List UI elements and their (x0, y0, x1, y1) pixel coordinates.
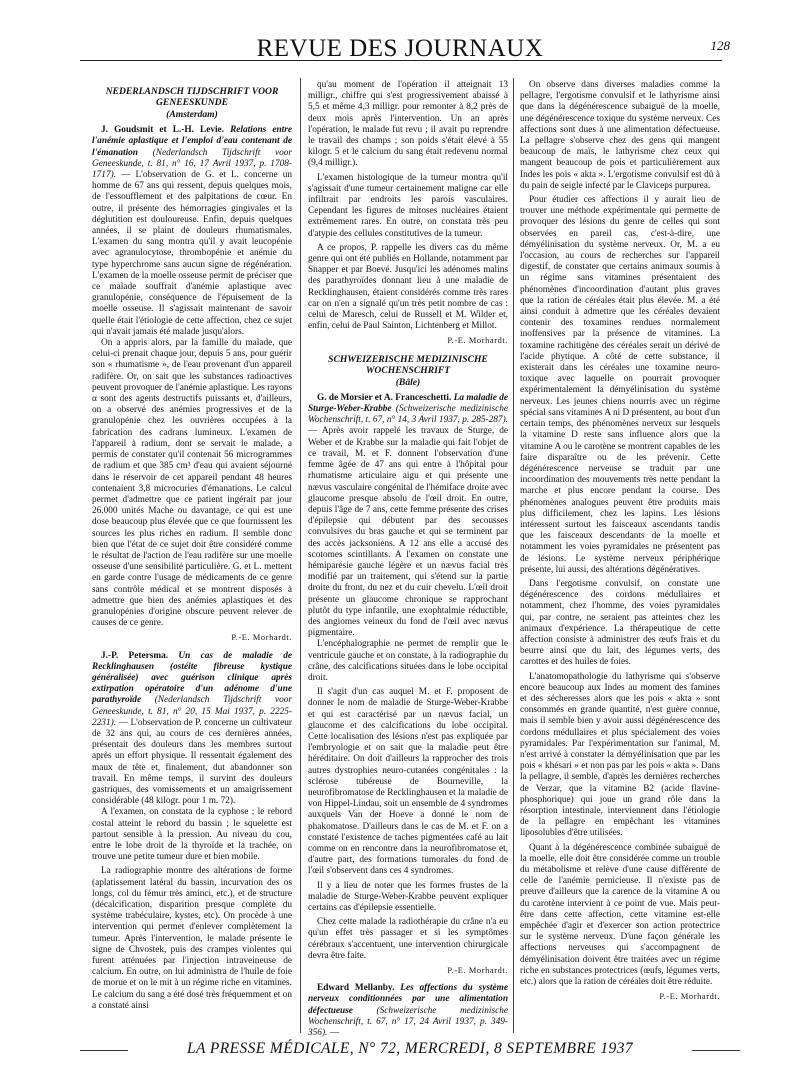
article-signature: P.-E. Morhardt. (231, 633, 292, 643)
article-paragraph: La radiographie montre des altérations de forme (aplatissement latéral du bassin, incurvation des os longs, col du fémur très aminci, etc.), et de structure (décalcification, disparition presque complète du système trabéculaire, kystes, etc). On procède à une intervention qui permet d'enlever complètement la tumeur. Après l'intervention, le malade présente le signe de Chvostek, puis des crampes violentes qui furent atténuées par l'injection intraveineuse de calcium. En outre, on lui administra de l'huile de foie de morue et on le mit à un régime riche en vitamines. Le calcium du sang a été dosé très fréquemment et on a constaté ainsi (92, 866, 292, 1011)
page-title: REVUE DES JOURNAUX (256, 35, 544, 62)
article-paragraph: qu'au moment de l'opération il atteignait 13 milligr., chiffre qui s'est progressivement abaissé à 5,5 et même 4,3 milligr. pour remonter à 8,2 près de deux mois après l'intervention. Un an après l'opération, le malade fut revu ; il avait pu reprendre le travail des champs ; son poids s'était élevé à 55 kilogr. 5 et le calcium du sang était redevenu normal (9,4 milligr.). (308, 80, 508, 169)
footer-rule (80, 1050, 128, 1051)
article-paragraph: Chez cette malade la radiothérapie du crâne n'a eu qu'un effet très passager et si les symptômes cérébraux s'accentuent, une intervention chirurgicale devra être faite. (308, 917, 508, 961)
article-title: La maladie de Sturge-Weber-Krabbe (308, 392, 508, 415)
article-lead-paragraph (92, 125, 292, 338)
article-paragraph: Il s'agit d'un cas auquel M. et F. proposent de donner le nom de maladie de Sturge-Weber-Krabbe et qui est caractérisé par un nævus facial, un glaucome et des calcifications du lobe occipital. Cette localisation des lésions n'est pas expliquée par l'embryologie et on sait que la maladie peut être héréditaire. On doit d'ailleurs la rapprocher des trois autres dystrophies neuro-cutanées congénitales : la sclérose tubéreuse de Bourneville, la neurofibromatose de Recklinghausen et la maladie de von Hippel-Lindau, soit un ensemble de 4 syndromes auxquels Van der Hoeve a donné le nom de phakomatose. D'ailleurs dans le cas de M. et F. on a constaté l'existence de taches pigmentées café au lait comme on en rencontre dans la neurofibromatose et, d'autre part, des formations tumorales du fond de l'œil s'observent dans ces 4 syndromes. (308, 687, 508, 877)
article-lead-text: — L'observation de P. concerne un cultivateur de 32 ans qui, au cours de ces dernières années, présentait des douleurs dans les membres surtout après un effort physique. Il ressentait également des maux de tête et, finalement, dut abandonner son travail. En même temps, il survint des douleurs gastriques, des vomissements et un amaigrissement considérable (48 kilogr. pour 1 m. 72). (92, 717, 292, 807)
journal-section-city: (Amsterdam) (166, 109, 218, 120)
header-rule (80, 60, 722, 61)
article-paragraph: Dans l'ergotisme convulsif, on constate une dégénérescence des cordons médullaires et notamment, chez l'homme, des voies pyramidales qui, par contre, ne seraient pas atteintes chez les animaux d'expérience. La thérapeutique de cette affection consiste à administrer des œufs frais et du beurre ainsi que du lait, des légumes verts, des carottes et des huiles de foies. (520, 578, 720, 668)
article-lead-text: — Après avoir rappelé les travaux de Sturge, de Weber et de Krabbe sur la maladie qui fait l'objet de ce travail, M. et F. donnent l'observation d'une femme âgée de 47 ans qui entre à l'hôpital pour rhumatisme articulaire aigu et qui présente une nævus vasculaire congénital de l'hémiface droite avec glaucome presque absolu de l'œil droit. En outre, depuis l'âge de 7 ans, cette femme présente des crises d'épilepsie qui débutent par des secousses convulsives du bras gauche et qui se terminent par des accès jacksoniens. A 12 ans elle a accusé des scotomes scintillants. A l'examen on constate une hémiparésie gauche légère et un nævus facial très modifié par un traitement, qui s'étend sur la partie droite du front, du nez et du cuir chevelu. L'œil droit présente un glaucome chronique se rapprochant plutôt du type infantile, une exophtalmie réductible, des angiomes veineux du fond de l'œil avec nævus pigmentaire. (308, 426, 508, 639)
article-paragraph: Il y a lieu de noter que les formes frustes de la maladie de Sturge-Weber-Krabbe peuvent expliquer certains cas d'épilepsie essentielle. (308, 880, 508, 914)
column-left (92, 80, 292, 1030)
article-reference: (Nederlandsch Tijdschrift voor Geneeskunde, t. 81, n° 16, 17 Avril 1937, p. 1708-1717). (92, 147, 292, 181)
article-paragraph: Quant à la dégénérescence combinée subaiguë de la moelle, elle doit être considérée comme un trouble du métabolisme et relève d'une cause différente de celle de l'anémie pernicieuse. Il n'existe pas de preuve d'ailleurs que la carence de la vitamine A ou du carotène intervient à ce point de vue. Mais peut-être dans cette affection, cette vitamine est-elle empêchée d'agir et d'exercer son action protectrice sur le système nerveux. D'une façon générale les affections nerveuses qui s'accompagnent de démyélinisation doivent être traitées avec un régime riche en substances protectrices (œufs, légumes verts, etc.) alors que la ration de céréales doit être réduite. (520, 842, 720, 988)
footer-text: LA PRESSE MÉDICALE, N° 72, MERCREDI, 8 SEPTEMBRE 1937 (187, 1040, 633, 1057)
article-lead-paragraph (308, 983, 508, 1039)
article-paragraph: On a appris alors, par la famille du malade, que celui-ci prenait chaque jour, depuis 5 ans, pour guérir son « rhumatisme », de l'eau provenant d'un appareil radifère. Or, on sait que les substances radioactives peuvent provoquer de l'anémie aplastique. Les rayons α sont des agents destructifs puissants et, d'ailleurs, on a observé des anémies progressives et de la granulopénie chez les ouvrières occupées à la fabrication des cadrans lumineux. L'examen de l'appareil à radium, dont se servait le malade, a permis de constater qu'il contenait 56 microgrammes de radium et que 385 cm³ d'eau qui avaient séjourné dans le réservoir de cet appareil pendant 48 heures contenaient 3,8 microcuries d'émanations. Le calcul permet d'admettre que ce patient ingérait par jour 26.000 unités Mache ou davantage, ce qui est une dose beaucoup plus élevée que ce que fournissent les sources les plus riches en radium. Il semble donc bien que l'état de ce sujet doit être considéré comme le résultat de l'action de l'eau radifère sur une moelle osseuse d'une sensibilité particulière. G. et L. mettent en garde contre l'usage de médicaments de ce genre sans contrôle médical et se montrent disposés à admettre que bien des anémies aplastiques et des granulopénies d'origine obscure peuvent relever de causes de ce genre. (92, 338, 292, 629)
article-authors: J. Goudsmit et L.-H. Levie. (101, 125, 225, 136)
footer-rule (692, 1050, 740, 1051)
article-paragraph: A l'examen, on constata de la cyphose ; le rebord costal atteint le rebord du bassin ; le squelette est partout sensible à la pression. Au niveau du cou, entre le lobe droit de la thyroïde et la trachée, on trouve une petite tumeur dure et bien mobile. (92, 807, 292, 863)
journal-section-title: NEDERLANDSCH TIJDSCHRIFT VOOR GENEESKUNDE (105, 86, 279, 108)
article-paragraph: L'examen histologique de la tumeur montra qu'il s'agissait d'une tumeur certainement maligne car elle infiltrait par endroits les parois vasculaires. Cependant les figures de mitoses nucléaires étaient extrêmement rares. En outre, on constata très peu d'atypie des cellules constitutives de la tumeur. (308, 172, 508, 239)
article-title: Un cas de maladie de Recklinghausen (ostéite fibreuse kystique généralisée) avec guérison clinique après extirpation opératoire d'un adénome d'une parathyroïde (92, 650, 293, 706)
article-signature: P.-E. Morhardt. (447, 966, 508, 976)
article-reference: (Nederlandsch Tijdschrift voor Geneeskunde, t. 81, n° 20, 15 Mai 1937, p. 2225-2231). (92, 695, 292, 728)
page-footer (80, 1040, 740, 1060)
article-signature: P.-E. Morhardt. (659, 992, 720, 1002)
article-lead-paragraph (308, 393, 508, 639)
column-right (520, 80, 720, 1030)
article-paragraph: On observe dans diverses maladies comme la pellagre, l'ergotisme convulsif et le lathyrisme ainsi que dans la dégénérescence subaiguë de la moelle, une dégénérescence toxique du système nerveux. Ces affections sont dues à une alimentation défectueuse. La pellagre s'observe chez des gens qui mangent beaucoup de maïs, le lathyrisme chez ceux qui mangent beaucoup de pois et particulièrement aux Indes les pois « akta ». L'ergotisme convulsif est dû à du pain de seigle infecté par le Claviceps purpurea. (520, 80, 720, 191)
column-divider (300, 78, 301, 1033)
article-reference: (Schweizerische medizinische Wochenschrift, t. 67, n° 17, 24 Avril 1937, p. 349-356). (308, 1005, 508, 1039)
article-paragraph: L'anatomopathologie du lathyrisme qui s'observe encore beaucoup aux Indes au moment des famines et des sécheresses alors que les pois « akta » sont consommés en grande quantité, n'est guère connue, mais il semble bien y avoir aussi dégénérescence des cordons médullaires et plus spécialement des voies pyramidales. Par l'expérimentation sur l'animal, M. n'est arrivé à constater la démyélinisation que par les pois « khésari » et non pas par les pois « akta ». Dans la pellagre, il semble, d'après les dernières recherches de Verzar, que la vitamine B2 (acide flavine-phosphorique) qui joue un grand rôle dans la résorption intestinale, interviennent dans l'étiologie de la pellagre en empêchant les vitamines liposolubles d'être utilisées. (520, 671, 720, 839)
page-number: 128 (710, 38, 730, 53)
article-title: Les affections du système nerveux conditionnées par une alimentation défectueuse (308, 983, 509, 1016)
article-lead-text: — (329, 1028, 339, 1039)
article-paragraph: Pour étudier ces affections il y aurait lieu de trouver une méthode expérimentale qui permette de provoquer des lésions du genre de celles qui sont observées en pareil cas, c'est-à-dire, une démyélinisation du système nerveux. Or, M. a eu l'occasion, au cours de recherches sur l'appareil digestif, de constater que certains animaux soumis à un régime sans vitamines présentaient des phénomènes d'incoordination d'autant plus graves que la ration de céréales était plus élevée. M. a été ainsi conduit à admettre que les céréales devaient contenir des toxamines rendues normalement inoffensives par la présence de vitamines. La toxamine rachitigène des céréales serait un dérivé de l'acide phytique. A côté de cette substance, il existerait dans les céréales une toxamine neuro-toxique avec laquelle on pourrait provoquer expérimentalement la démyélinisation du système nerveux. Les jeunes chiens nourris avec un régime spécial sans vitamines A ni D présentent, au bout d'un certain temps, des phénomènes nerveux sur lesquels la vitamine D reste sans influence alors que la vitamine A ou le carotène se montrent capables de les faire disparaître ou de les prévenir. Cette dégénérescence nerveuse se traduit par une incoordination des mouvements très nette pendant la marche et plus encore pendant la course. Des phénomènes analogues peuvent être produits mais plus difficilement, chez les lapins. Les lésions intéressent surtout les faisceaux ascendants tandis que les faisceaux descendants de la moelle et notamment les voies pyramidales ne présentent pas de lésions. Le système nerveux périphérique présente, lui aussi, des altérations dégénératives. (520, 195, 720, 575)
page-header (70, 36, 730, 62)
article-authors: J.-P. Petersma. (101, 650, 169, 661)
article-title: Relations entre l'anémie aplastique et l'emploi d'eau contenant de l'émanation (92, 125, 292, 158)
article-signature: P.-E. Morhardt. (447, 336, 508, 346)
journal-section-city: (Bâle) (395, 376, 421, 388)
column-middle (308, 80, 509, 1039)
journal-section-title: SCHWEIZERISCHE MEDIZINISCHE WOCHENSCHRIFT (328, 353, 488, 376)
article-reference: (Schweizerische medizinische Wochenschrift, t. 67, n° 14, 3 Avril 1937, p. 285-287). (308, 404, 508, 426)
article-paragraph: A ce propos, P. rappelle les divers cas du même genre qui ont été publiés en Hollande, notamment par Snapper et par Boevé. Jusqu'ici les adénomes malins des parathyroïdes donnant lieu à une maladie de Recklinghausen, étaient considérés comme très rares car on n'en a signalé qu'un très petit nombre de cas : celui de Maresch, celui de Russell et M. Wilder et, enfin, celui de Paul Sainton, Lichtenberg et Millot. (308, 242, 508, 332)
column-divider (513, 78, 514, 1033)
article-paragraph: L'encéphalographie ne permet de remplir que le ventricule gauche et on constate, à la radiographie du crâne, des calcifications situées dans le lobe occipital droit. (308, 639, 508, 683)
article-authors: Edward Mellanby. (317, 983, 395, 994)
article-lead-paragraph (92, 651, 292, 808)
article-authors: G. de Morsier et A. Franceschetti. (317, 392, 452, 403)
article-lead-text: — L'observation de G. et L. concerne un homme de 67 ans qui ressent, depuis quelques mois, de l'essoufflement et des palpitations de cœur. En outre, il présente des hémorragies gingivales et la déglutition est douloureuse. Enfin, depuis quelques années, il se plaint de douleurs rhumatismales. L'examen du sang montra qu'il y avait leucopénie avec agranulocytose, thrombopénie et anémie du type hyperchrome sans aucun signe de régénération. L'examen de la moelle osseuse permit de préciser que ce malade souffrait d'anémie aplastique avec granulopénie, conséquence de l'épuisement de la moelle osseuse. Il s'agissait maintenant de savoir quelle était l'étiologie de cette affection, chez ce sujet qui n'avait jamais été malade jusqu'alors. (92, 170, 292, 337)
